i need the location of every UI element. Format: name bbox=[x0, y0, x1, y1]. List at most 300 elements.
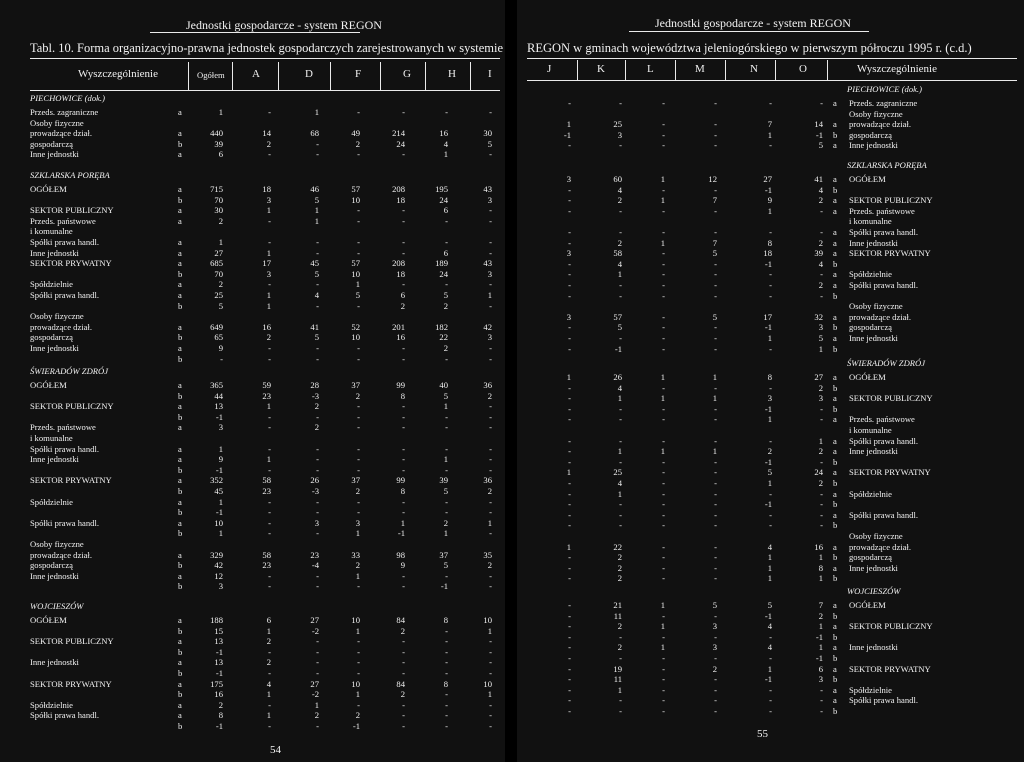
left-section-title: SZKLARSKA PORĘBA bbox=[30, 170, 110, 180]
right-cell: - bbox=[714, 552, 717, 563]
left-col-header: D bbox=[305, 68, 313, 80]
left-row-code: a bbox=[178, 343, 182, 353]
left-cell: - bbox=[268, 570, 271, 581]
left-row-code: a bbox=[178, 401, 182, 412]
left-cell: - bbox=[268, 353, 271, 364]
right-cell: - bbox=[662, 488, 665, 499]
right-row-code: b bbox=[833, 382, 838, 393]
right-cell: - bbox=[714, 382, 717, 393]
right-cell: - bbox=[619, 520, 622, 531]
right-cell: 5 bbox=[712, 600, 717, 610]
right-header-rule bbox=[527, 80, 1017, 81]
left-cell: - bbox=[316, 411, 319, 422]
right-cell: 1 bbox=[660, 393, 665, 404]
right-cell: - bbox=[568, 631, 571, 642]
right-cell: - bbox=[568, 140, 571, 151]
right-cell: 4 bbox=[617, 184, 622, 195]
left-cell: 195 bbox=[435, 184, 448, 194]
left-cell: 13 bbox=[214, 401, 223, 412]
right-cell: - bbox=[714, 478, 717, 488]
left-cell: 14 bbox=[262, 128, 271, 139]
left-header-separator bbox=[425, 62, 426, 90]
left-cell: 58 bbox=[262, 549, 271, 560]
right-cell: 2 bbox=[617, 552, 622, 563]
right-row-code: a bbox=[833, 98, 837, 108]
right-cell: 1 bbox=[617, 269, 622, 280]
left-cell: 18 bbox=[262, 184, 271, 194]
right-cell: -1 bbox=[764, 610, 772, 621]
left-cell: -3 bbox=[311, 486, 319, 496]
left-row-label: SEKTOR PRYWATNY bbox=[30, 678, 112, 689]
left-cell: - bbox=[316, 343, 319, 353]
left-cell: 12 bbox=[214, 570, 223, 581]
left-cell: 25 bbox=[214, 290, 223, 300]
right-cell: - bbox=[769, 695, 772, 706]
right-cell: - bbox=[769, 706, 772, 716]
left-cell: 1 bbox=[218, 528, 223, 539]
right-cell: - bbox=[568, 290, 571, 301]
left-cell: 68 bbox=[310, 128, 319, 139]
left-cell: 1 bbox=[266, 689, 271, 700]
left-cell: 59 bbox=[262, 380, 271, 390]
left-cell: - bbox=[489, 507, 492, 518]
left-row-code: a bbox=[178, 636, 182, 647]
left-cell: 5 bbox=[443, 560, 448, 571]
right-page-number: 55 bbox=[757, 728, 768, 740]
left-cell: - bbox=[357, 454, 360, 465]
left-cell: 2 bbox=[400, 689, 405, 700]
left-cell: 4 bbox=[266, 678, 271, 689]
right-cell: 3 bbox=[767, 393, 772, 404]
left-row-label: SEKTOR PRYWATNY bbox=[30, 475, 112, 486]
right-top-rule bbox=[527, 58, 1017, 59]
right-row-code: a bbox=[833, 695, 837, 706]
right-cell: 1 bbox=[660, 195, 665, 206]
right-row-code: b bbox=[833, 403, 838, 414]
left-cell: 16 bbox=[396, 332, 405, 343]
right-cell: 1 bbox=[767, 205, 772, 216]
right-cell: - bbox=[769, 140, 772, 151]
right-cell: - bbox=[714, 258, 717, 269]
right-cell: - bbox=[714, 499, 717, 510]
right-cell: - bbox=[820, 509, 823, 520]
right-cell: -1 bbox=[764, 674, 772, 685]
left-col-header: G bbox=[403, 68, 411, 80]
left-row-label: Przeds. zagraniczne bbox=[30, 107, 99, 117]
right-cell: 9 bbox=[767, 195, 772, 206]
right-row-code: a bbox=[833, 174, 837, 184]
right-cell: - bbox=[662, 456, 665, 467]
right-cell: - bbox=[820, 98, 823, 108]
right-cell: 4 bbox=[767, 621, 772, 632]
left-row-label: Inne jednostki bbox=[30, 454, 79, 465]
right-row-code: a bbox=[833, 621, 837, 632]
right-cell: - bbox=[662, 663, 665, 674]
right-cell: - bbox=[568, 610, 571, 621]
left-cell: 37 bbox=[351, 380, 360, 390]
left-header-separator bbox=[188, 62, 189, 90]
right-row-code: a bbox=[833, 562, 837, 573]
right-cell: 3 bbox=[617, 129, 622, 140]
left-row-label: SEKTOR PUBLICZNY bbox=[30, 401, 114, 412]
right-cell: - bbox=[568, 414, 571, 425]
left-cell: 2 bbox=[487, 390, 492, 401]
left-cell: - bbox=[445, 710, 448, 721]
right-cell: - bbox=[662, 414, 665, 425]
left-row-code: a bbox=[178, 205, 182, 216]
right-cell: 4 bbox=[818, 184, 823, 195]
right-cell: 1 bbox=[660, 174, 665, 184]
left-cell: - bbox=[489, 699, 492, 710]
left-cell: - bbox=[489, 528, 492, 539]
right-row-label: Inne jednostki bbox=[849, 237, 898, 248]
left-cell: 3 bbox=[487, 332, 492, 343]
left-cell: 41 bbox=[310, 321, 319, 332]
left-cell: - bbox=[445, 699, 448, 710]
left-cell: 39 bbox=[214, 138, 223, 149]
left-cell: 23 bbox=[262, 390, 271, 401]
left-cell: 1 bbox=[314, 107, 319, 117]
right-cell: - bbox=[662, 435, 665, 446]
left-cell: 1 bbox=[487, 517, 492, 528]
left-row-label: Inne jednostki bbox=[30, 149, 79, 160]
right-cell: - bbox=[714, 562, 717, 573]
left-row-code: a bbox=[178, 422, 182, 433]
left-cell: 5 bbox=[314, 268, 319, 279]
left-cell: - bbox=[489, 657, 492, 668]
right-row-code: b bbox=[833, 322, 838, 333]
left-cell: 1 bbox=[355, 689, 360, 700]
left-cell: - bbox=[316, 496, 319, 507]
left-cell: 2 bbox=[266, 332, 271, 343]
right-row-label: i komunalne bbox=[849, 216, 892, 227]
right-row-label: Inne jednostki bbox=[849, 642, 898, 653]
right-row-code: a bbox=[833, 269, 837, 280]
left-cell: 329 bbox=[210, 549, 223, 560]
left-cell: - bbox=[316, 279, 319, 290]
right-cell: 5 bbox=[617, 322, 622, 333]
left-row-code: a bbox=[178, 710, 182, 721]
left-cell: - bbox=[316, 300, 319, 311]
left-cell: 1 bbox=[218, 496, 223, 507]
left-cell: 189 bbox=[435, 258, 448, 269]
right-cell: - bbox=[714, 227, 717, 237]
left-cell: 5 bbox=[443, 486, 448, 496]
left-cell: 1 bbox=[400, 517, 405, 528]
right-row-label: Spółki prawa handl. bbox=[849, 227, 918, 237]
left-cell: 43 bbox=[483, 258, 492, 269]
right-cell: 1 bbox=[767, 663, 772, 674]
left-cell: - bbox=[402, 581, 405, 592]
right-cell: - bbox=[714, 98, 717, 108]
left-cell: - bbox=[445, 279, 448, 290]
right-cell: - bbox=[820, 414, 823, 425]
left-cell: 5 bbox=[443, 290, 448, 300]
left-cell: - bbox=[445, 422, 448, 433]
right-row-label: SEKTOR PUBLICZNY bbox=[849, 195, 933, 206]
right-cell: - bbox=[662, 499, 665, 510]
right-row-label: Spółdzielnie bbox=[849, 269, 892, 280]
right-cell: 2 bbox=[818, 280, 823, 290]
right-cell: -1 bbox=[815, 129, 823, 140]
right-cell: 22 bbox=[613, 541, 622, 552]
right-cell: 1 bbox=[660, 642, 665, 653]
left-page bbox=[0, 0, 505, 762]
left-cell: - bbox=[402, 343, 405, 353]
right-cell: 1 bbox=[767, 562, 772, 573]
right-cell: - bbox=[769, 684, 772, 695]
left-cell: - bbox=[316, 657, 319, 668]
right-cell: - bbox=[662, 382, 665, 393]
right-col-header: L bbox=[647, 63, 654, 75]
right-cell: 1 bbox=[767, 414, 772, 425]
left-cell: - bbox=[489, 710, 492, 721]
left-cell: - bbox=[268, 149, 271, 160]
left-cell: 1 bbox=[266, 625, 271, 636]
left-row-label: Spółdzielnie bbox=[30, 496, 73, 507]
left-cell: 18 bbox=[396, 268, 405, 279]
left-cell: 10 bbox=[214, 517, 223, 528]
right-cell: - bbox=[662, 258, 665, 269]
left-cell: 6 bbox=[218, 149, 223, 160]
left-cell: 8 bbox=[400, 486, 405, 496]
right-cell: - bbox=[662, 403, 665, 414]
left-row-label: Osoby fizyczne bbox=[30, 117, 84, 128]
right-cell: - bbox=[619, 456, 622, 467]
right-cell: 1 bbox=[818, 552, 823, 563]
right-cell: - bbox=[662, 684, 665, 695]
left-cell: - bbox=[357, 411, 360, 422]
left-cell: - bbox=[316, 507, 319, 518]
left-cell: - bbox=[357, 699, 360, 710]
left-cell: 70 bbox=[214, 194, 223, 205]
right-row-code: b bbox=[833, 520, 838, 531]
left-cell: 24 bbox=[439, 268, 448, 279]
left-cell: 27 bbox=[214, 247, 223, 258]
right-cell: -1 bbox=[764, 403, 772, 414]
left-cell: 23 bbox=[310, 549, 319, 560]
left-row-code: a bbox=[178, 215, 182, 226]
left-row-code: b bbox=[178, 411, 183, 422]
left-cell: - bbox=[268, 237, 271, 247]
left-cell: 2 bbox=[314, 422, 319, 433]
right-row-code: b bbox=[833, 129, 838, 140]
right-row-code: b bbox=[833, 343, 838, 354]
right-cell: - bbox=[662, 98, 665, 108]
right-row-code: b bbox=[833, 478, 838, 488]
left-cell: - bbox=[268, 279, 271, 290]
left-cell: - bbox=[316, 581, 319, 592]
left-cell: 84 bbox=[396, 678, 405, 689]
right-row-label: SEKTOR PUBLICZNY bbox=[849, 621, 933, 632]
right-cell: 27 bbox=[763, 174, 772, 184]
left-cell: - bbox=[316, 528, 319, 539]
right-row-code: a bbox=[833, 600, 837, 610]
left-cell: 1 bbox=[218, 107, 223, 117]
left-row-code: b bbox=[178, 721, 183, 731]
left-cell: 43 bbox=[483, 184, 492, 194]
left-cell: - bbox=[268, 668, 271, 678]
right-cell: 25 bbox=[613, 119, 622, 130]
right-cell: 18 bbox=[763, 248, 772, 259]
right-cell: - bbox=[619, 280, 622, 290]
right-cell: 3 bbox=[566, 174, 571, 184]
right-cell: 4 bbox=[617, 382, 622, 393]
left-cell: - bbox=[357, 300, 360, 311]
right-cell: 7 bbox=[712, 195, 717, 206]
left-row-label: Przeds. państwowe bbox=[30, 215, 96, 226]
right-table-title: REGON w gminach województwa jeleniogórskiego w pierwszym półroczu 1995 r. (c.d.) bbox=[527, 41, 972, 55]
left-cell: 1 bbox=[266, 300, 271, 311]
right-row-code: a bbox=[833, 311, 837, 322]
right-cell: - bbox=[568, 621, 571, 632]
left-cell: 17 bbox=[262, 258, 271, 269]
right-cell: - bbox=[662, 119, 665, 130]
right-cell: - bbox=[769, 488, 772, 499]
left-cell: - bbox=[489, 411, 492, 422]
right-cell: 7 bbox=[818, 600, 823, 610]
left-cell: 1 bbox=[487, 290, 492, 300]
left-cell: 46 bbox=[310, 184, 319, 194]
right-row-code: a bbox=[833, 333, 837, 343]
left-cell: - bbox=[489, 205, 492, 216]
left-cell: - bbox=[445, 411, 448, 422]
right-cell: - bbox=[568, 573, 571, 584]
right-cell: -1 bbox=[764, 258, 772, 269]
right-cell: - bbox=[568, 478, 571, 488]
right-cell: - bbox=[662, 184, 665, 195]
right-cell: - bbox=[568, 653, 571, 663]
left-row-code: a bbox=[178, 475, 182, 486]
left-row-code: b bbox=[178, 528, 183, 539]
right-running-head: Jednostki gospodarcze - system REGON bbox=[655, 16, 851, 30]
right-row-code: b bbox=[833, 653, 838, 663]
right-col-header: M bbox=[695, 63, 705, 75]
left-col-header: Wyszczególnienie bbox=[78, 68, 158, 80]
right-cell: - bbox=[568, 333, 571, 343]
left-cell: 10 bbox=[351, 615, 360, 625]
left-row-label: Inne jednostki bbox=[30, 657, 79, 668]
left-row-code: b bbox=[178, 353, 183, 364]
left-cell: 1 bbox=[266, 290, 271, 300]
left-cell: 182 bbox=[435, 321, 448, 332]
left-table-title: Tabl. 10. Forma organizacyjno-prawna jednostek gospodarczych zarejestrowanych w systemie bbox=[30, 41, 504, 55]
left-row-code: a bbox=[178, 517, 182, 528]
left-cell: 8 bbox=[400, 390, 405, 401]
right-cell: 39 bbox=[814, 248, 823, 259]
left-cell: - bbox=[316, 646, 319, 657]
left-cell: - bbox=[445, 507, 448, 518]
right-cell: - bbox=[662, 631, 665, 642]
right-cell: - bbox=[769, 269, 772, 280]
left-cell: 40 bbox=[439, 380, 448, 390]
left-cell: - bbox=[268, 411, 271, 422]
left-cell: 188 bbox=[210, 615, 223, 625]
right-cell: 3 bbox=[712, 621, 717, 632]
right-row-label: gospodarczą bbox=[849, 129, 892, 140]
right-row-label: SEKTOR PRYWATNY bbox=[849, 663, 931, 674]
right-cell: - bbox=[619, 403, 622, 414]
left-row-label: Spółki prawa handl. bbox=[30, 443, 99, 454]
left-row-label: OGÓŁEM bbox=[30, 184, 67, 194]
right-cell: 2 bbox=[617, 562, 622, 573]
left-cell: - bbox=[445, 570, 448, 581]
right-cell: - bbox=[662, 290, 665, 301]
left-cell: 23 bbox=[262, 486, 271, 496]
left-row-code: b bbox=[178, 625, 183, 636]
left-cell: 42 bbox=[214, 560, 223, 571]
right-cell: 11 bbox=[613, 610, 622, 621]
left-section-title: WOJCIESZÓW bbox=[30, 601, 84, 611]
left-cell: - bbox=[357, 657, 360, 668]
left-row-code: a bbox=[178, 380, 182, 390]
left-cell: 65 bbox=[214, 332, 223, 343]
left-cell: - bbox=[268, 528, 271, 539]
right-cell: 26 bbox=[613, 372, 622, 382]
right-cell: 57 bbox=[613, 311, 622, 322]
right-cell: - bbox=[662, 509, 665, 520]
left-cell: - bbox=[489, 496, 492, 507]
left-cell: - bbox=[402, 411, 405, 422]
left-cell: 5 bbox=[443, 390, 448, 401]
right-cell: - bbox=[820, 290, 823, 301]
right-cell: 3 bbox=[566, 248, 571, 259]
right-cell: - bbox=[568, 98, 571, 108]
right-cell: - bbox=[568, 695, 571, 706]
left-row-code: a bbox=[178, 258, 182, 269]
left-cell: - bbox=[489, 215, 492, 226]
right-row-code: a bbox=[833, 227, 837, 237]
right-cell: - bbox=[662, 674, 665, 685]
right-cell: - bbox=[820, 227, 823, 237]
left-cell: - bbox=[357, 107, 360, 117]
left-cell: 13 bbox=[214, 657, 223, 668]
right-cell: 2 bbox=[818, 382, 823, 393]
right-cell: - bbox=[714, 290, 717, 301]
right-cell: - bbox=[662, 541, 665, 552]
left-cell: - bbox=[268, 443, 271, 454]
left-row-code: a bbox=[178, 247, 182, 258]
left-row-code: a bbox=[178, 290, 182, 300]
left-row-label: Spółki prawa handl. bbox=[30, 710, 99, 721]
right-row-code: a bbox=[833, 205, 837, 216]
left-cell: 3 bbox=[487, 268, 492, 279]
right-row-label: OGÓŁEM bbox=[849, 174, 886, 184]
left-cell: 36 bbox=[483, 475, 492, 486]
right-cell: - bbox=[619, 205, 622, 216]
right-cell: - bbox=[662, 343, 665, 354]
left-cell: - bbox=[402, 646, 405, 657]
left-cell: - bbox=[357, 422, 360, 433]
right-cell: - bbox=[714, 684, 717, 695]
right-cell: - bbox=[662, 322, 665, 333]
left-cell: 3 bbox=[314, 517, 319, 528]
left-cell: 18 bbox=[396, 194, 405, 205]
right-cell: 5 bbox=[818, 333, 823, 343]
right-cell: 1 bbox=[767, 333, 772, 343]
left-cell: - bbox=[402, 699, 405, 710]
left-cell: 1 bbox=[266, 710, 271, 721]
left-cell: - bbox=[402, 496, 405, 507]
left-cell: - bbox=[489, 581, 492, 592]
right-cell: -1 bbox=[764, 322, 772, 333]
left-cell: - bbox=[489, 300, 492, 311]
left-cell: 8 bbox=[443, 678, 448, 689]
right-cell: - bbox=[662, 520, 665, 531]
left-cell: 22 bbox=[439, 332, 448, 343]
right-row-code: a bbox=[833, 119, 837, 130]
left-row-code: b bbox=[178, 300, 183, 311]
